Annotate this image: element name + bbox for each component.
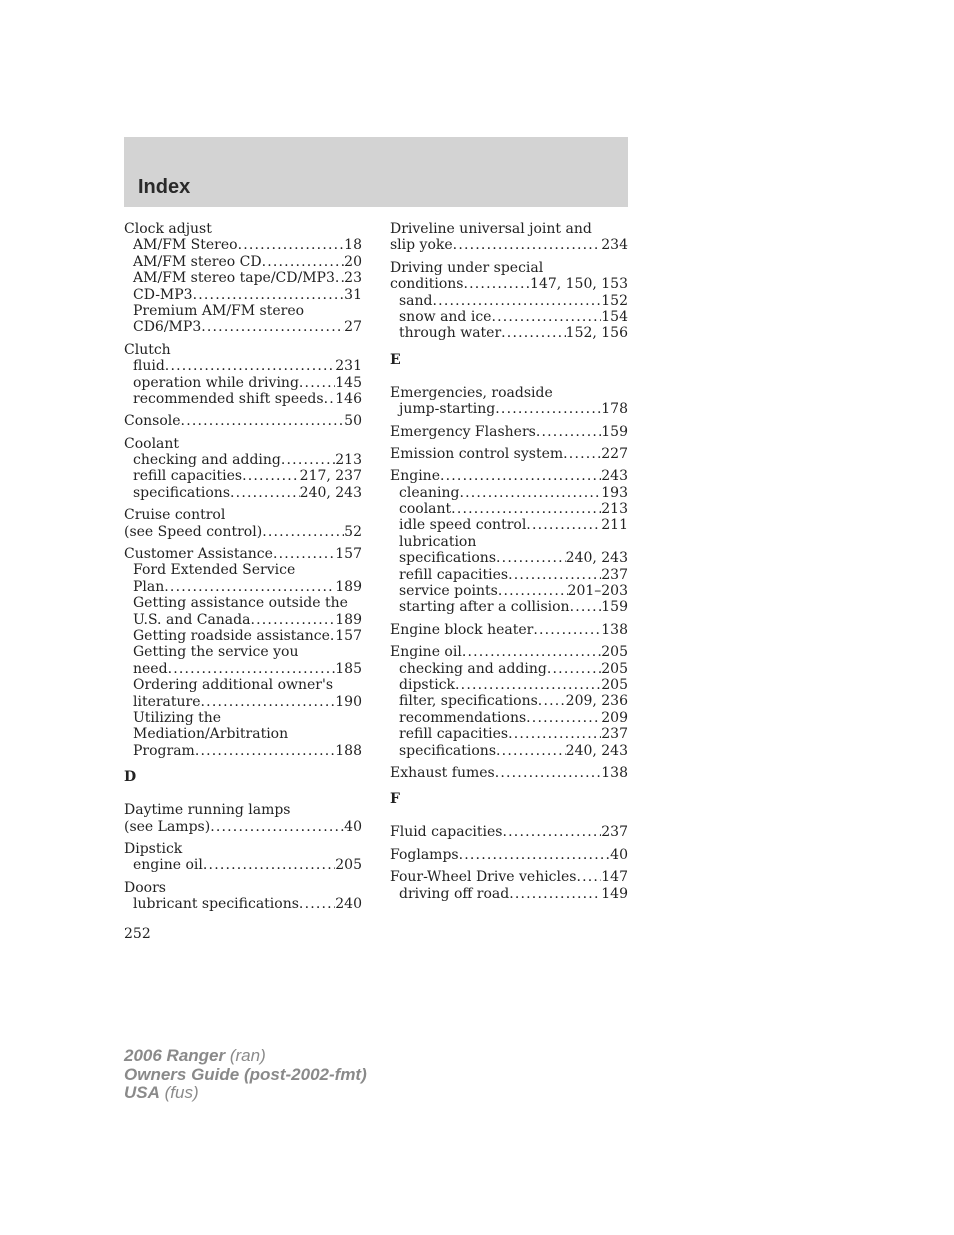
page-ref: 147, 150, 153 — [530, 276, 628, 293]
index-entry — [390, 424, 628, 440]
dot-leader — [299, 896, 335, 912]
index-entry-line — [390, 824, 628, 840]
index-entry — [390, 446, 628, 462]
footer-line-2: Owners Guide (post-2002-fmt) — [124, 1064, 367, 1084]
entry-text: Plan — [133, 578, 165, 595]
dot-leader — [195, 743, 335, 759]
dot-leader — [576, 869, 601, 885]
index-subentry-line — [390, 485, 628, 501]
page-ref: 149 — [601, 885, 628, 902]
index-entry-line — [124, 221, 362, 237]
index-subentry-line — [390, 501, 628, 517]
index-entry — [124, 342, 362, 408]
header-band — [124, 137, 628, 207]
page-ref: 240, 243 — [565, 550, 628, 567]
dot-leader — [203, 857, 335, 873]
page-ref: 40 — [610, 846, 628, 863]
dot-leader — [538, 693, 566, 709]
page-ref: 217, 237 — [299, 468, 362, 485]
index-subentry-line — [390, 726, 628, 742]
page-ref: 178 — [601, 401, 628, 418]
index-subentry-line — [124, 254, 362, 270]
index-subentry-line — [390, 677, 628, 693]
dot-leader — [164, 579, 335, 595]
page-ref: 159 — [601, 423, 628, 440]
entry-text: idle speed control — [399, 517, 527, 534]
entry-text: jump-starting — [399, 401, 496, 418]
index-subentry-line — [390, 567, 628, 583]
entry-text: operation while driving — [133, 374, 299, 391]
index-subentry-line — [124, 896, 362, 912]
entry-text: AM/FM stereo CD — [133, 253, 262, 270]
index-subentry-line — [390, 517, 628, 533]
dot-leader — [570, 599, 602, 615]
entry-text: service points — [399, 583, 498, 600]
entry-text: CD6/MP3 — [133, 319, 202, 336]
index-entry-line — [124, 507, 362, 523]
index-entry — [124, 221, 362, 336]
index-subentry-line — [124, 375, 362, 391]
entry-text: Emission control system — [390, 445, 564, 462]
page-ref: 205 — [601, 644, 628, 661]
dot-leader — [335, 270, 344, 286]
entry-text: Ordering additional owner's — [133, 677, 334, 694]
index-entry-line — [124, 546, 362, 562]
index-entry-line — [390, 260, 628, 276]
index-entry-line — [390, 446, 628, 462]
dot-leader — [273, 546, 335, 562]
page-ref: 234 — [601, 237, 628, 254]
dot-leader — [193, 287, 345, 303]
index-entry — [390, 622, 628, 638]
page-ref: 213 — [601, 501, 628, 518]
index-subentry-line — [124, 452, 362, 468]
entry-text: lubricant specifications — [133, 896, 299, 913]
page-ref: 40 — [344, 818, 362, 835]
entry-text: Exhaust fumes — [390, 764, 495, 781]
dot-leader — [281, 452, 335, 468]
page-ref: 157 — [335, 546, 362, 563]
index-subentry-line — [124, 358, 362, 374]
section-letter: D — [124, 769, 137, 786]
entry-text: Daytime running lamps — [124, 802, 291, 819]
page-ref: 189 — [335, 578, 362, 595]
index-entry-line — [124, 802, 362, 818]
entry-text: Ford Extended Service — [133, 562, 296, 579]
index-entry-line — [390, 276, 628, 292]
index-subentry-line — [390, 886, 628, 902]
page-ref: 237 — [601, 726, 628, 743]
index-subentry-line — [124, 726, 362, 742]
entry-text: filter, specifications — [399, 693, 538, 710]
entry-text: Dipstick — [124, 840, 183, 857]
index-entry — [124, 436, 362, 502]
dot-leader — [168, 661, 336, 677]
index-subentry-line — [124, 562, 362, 578]
entry-text: fluid — [133, 358, 165, 375]
index-entry — [390, 847, 628, 863]
entry-text: AM/FM stereo tape/CD/MP3 — [133, 270, 335, 287]
index-entry — [390, 644, 628, 759]
index-entry — [124, 546, 362, 759]
page-ref: 23 — [344, 270, 362, 287]
index-column-left — [124, 221, 362, 918]
page-ref: 188 — [335, 742, 362, 759]
page-ref: 240 — [335, 896, 362, 913]
dot-leader — [495, 765, 602, 781]
page-ref: 193 — [601, 484, 628, 501]
index-entry-line — [390, 847, 628, 863]
dot-leader — [491, 309, 601, 325]
index-entry — [390, 824, 628, 840]
entry-text: Premium AM/FM stereo — [133, 302, 305, 319]
footer — [124, 1047, 367, 1103]
dot-leader — [210, 819, 344, 835]
index-subentry-line — [124, 237, 362, 253]
dot-leader — [508, 726, 601, 742]
index-column-right — [390, 221, 628, 908]
dot-leader — [496, 550, 566, 566]
entry-text: need — [133, 660, 168, 677]
dot-leader — [230, 485, 300, 501]
entry-text: Foglamps — [390, 846, 459, 863]
index-entry-line — [390, 644, 628, 660]
page-ref: 154 — [601, 308, 628, 325]
page-ref: 231 — [335, 358, 362, 375]
entry-text: refill capacities — [133, 468, 243, 485]
index-subentry-line — [124, 644, 362, 660]
index-subentry-line — [124, 628, 362, 644]
index-entry-line — [390, 237, 628, 253]
entry-text: Program — [133, 742, 195, 759]
page-ref: 227 — [601, 445, 628, 462]
entry-text: conditions — [390, 276, 464, 293]
entry-text: checking and adding — [399, 660, 547, 677]
page-ref: 50 — [344, 413, 362, 430]
index-subentry-line — [390, 583, 628, 599]
entry-text: Getting assistance outside the — [133, 595, 348, 612]
index-entry — [124, 841, 362, 874]
page-ref: 31 — [344, 286, 362, 303]
page-ref: 205 — [335, 857, 362, 874]
page-ref: 189 — [335, 611, 362, 628]
dot-leader — [433, 293, 602, 309]
dot-leader — [299, 375, 335, 391]
index-subentry-line — [124, 661, 362, 677]
index-entry-line — [124, 841, 362, 857]
index-entry — [390, 765, 628, 781]
dot-leader — [496, 743, 566, 759]
page-ref: 237 — [601, 566, 628, 583]
index-subentry-line — [390, 401, 628, 417]
index-subentry-line — [390, 710, 628, 726]
entry-text: cleaning — [399, 484, 460, 501]
index-entry — [124, 413, 362, 429]
entry-text: lubrication — [399, 533, 477, 550]
index-subentry-line — [390, 293, 628, 309]
page-ref: 138 — [601, 621, 628, 638]
page-ref: 190 — [335, 693, 362, 710]
dot-leader — [451, 501, 601, 517]
index-subentry-line — [124, 595, 362, 611]
index-entry — [390, 385, 628, 418]
page-ref: 157 — [335, 627, 362, 644]
entry-text: CD-MP3 — [133, 286, 193, 303]
index-subentry-line — [124, 677, 362, 693]
index-subentry-line — [124, 468, 362, 484]
dot-leader — [262, 524, 344, 540]
entry-text: Driving under special — [390, 259, 544, 276]
entry-text: through water — [399, 325, 502, 342]
dot-leader — [547, 661, 601, 677]
entry-text: starting after a collision — [399, 599, 570, 616]
page-ref: 145 — [335, 374, 362, 391]
page-ref: 240, 243 — [565, 742, 628, 759]
dot-leader — [453, 237, 602, 253]
entry-text: Clutch — [124, 341, 171, 358]
entry-text: AM/FM Stereo — [133, 237, 238, 254]
entry-text: (see Speed control) — [124, 523, 263, 540]
section-letter: E — [390, 351, 401, 368]
entry-text: recommended shift speeds — [133, 390, 324, 407]
dot-leader — [440, 468, 601, 484]
index-subentry-line — [124, 694, 362, 710]
index-entry — [124, 507, 362, 540]
dot-leader — [463, 276, 530, 292]
dot-leader — [563, 446, 601, 462]
page-ref: 205 — [601, 676, 628, 693]
entry-text: engine oil — [133, 857, 203, 874]
page-ref: 211 — [601, 517, 628, 534]
page-ref: 18 — [344, 237, 362, 254]
footer-line-1: 2006 Ranger (ran) — [124, 1046, 266, 1065]
page-ref: 237 — [601, 824, 628, 841]
entry-text: recommendations — [399, 709, 527, 726]
entry-text: Console — [124, 413, 181, 430]
entry-text: literature — [133, 693, 201, 710]
index-entry-line — [390, 424, 628, 440]
dot-leader — [498, 583, 568, 599]
dot-leader — [201, 694, 336, 710]
index-subentry-line — [390, 599, 628, 615]
index-entry — [124, 880, 362, 913]
index-subentry-line — [124, 485, 362, 501]
index-subentry-line — [124, 710, 362, 726]
entry-text: (see Lamps) — [124, 818, 211, 835]
page-ref: 240, 243 — [299, 484, 362, 501]
page-ref: 152 — [601, 292, 628, 309]
entry-text: Engine oil — [390, 644, 462, 661]
dot-leader — [181, 413, 345, 429]
index-entry — [390, 260, 628, 342]
dot-leader — [533, 622, 601, 638]
index-subentry-line — [124, 287, 362, 303]
page-ref: 201–203 — [567, 583, 628, 600]
page-title: Index — [138, 176, 191, 198]
index-subentry-line — [124, 743, 362, 759]
entry-text: specifications — [399, 742, 497, 759]
entry-text: specifications — [133, 484, 231, 501]
footer-line-3: USA (fus) — [124, 1083, 199, 1102]
dot-leader — [324, 391, 336, 407]
index-entry-line — [124, 342, 362, 358]
entry-text: Emergency Flashers — [390, 423, 536, 440]
page-ref: 209, 236 — [565, 693, 628, 710]
entry-text: checking and adding — [133, 452, 281, 469]
dot-leader — [509, 886, 601, 902]
section-letter: F — [390, 791, 400, 808]
index-entry-line — [390, 622, 628, 638]
entry-text: driving off road — [399, 885, 510, 902]
page-ref: 20 — [344, 253, 362, 270]
dot-leader — [165, 358, 335, 374]
entry-text: Getting the service you — [133, 644, 299, 661]
page-ref: 152, 156 — [565, 325, 628, 342]
index-entry-line — [124, 436, 362, 452]
index-subentry-line — [124, 612, 362, 628]
dot-leader — [526, 710, 601, 726]
entry-text: Customer Assistance — [124, 546, 273, 563]
index-entry-line — [390, 869, 628, 885]
page-ref: 243 — [601, 468, 628, 485]
entry-text: Mediation/Arbitration — [133, 726, 289, 743]
page-ref: 213 — [335, 452, 362, 469]
dot-leader — [526, 517, 601, 533]
index-entry — [390, 468, 628, 616]
index-subentry-line — [124, 303, 362, 319]
entry-text: refill capacities — [399, 566, 509, 583]
index-subentry-line — [390, 534, 628, 550]
entry-text: snow and ice — [399, 308, 492, 325]
entry-text: sand — [399, 292, 433, 309]
dot-leader — [250, 612, 335, 628]
entry-text: dipstick — [399, 676, 456, 693]
index-entry-line — [124, 413, 362, 429]
index-subentry-line — [390, 325, 628, 341]
entry-text: Getting roadside assistance — [133, 627, 330, 644]
entry-text: Utilizing the — [133, 709, 222, 726]
index-entry — [390, 869, 628, 902]
entry-text: U.S. and Canada — [133, 611, 251, 628]
index-entry — [124, 802, 362, 835]
page-ref: 159 — [601, 599, 628, 616]
entry-text: Driveline universal joint and — [390, 221, 592, 237]
index-subentry-line — [124, 270, 362, 286]
dot-leader — [459, 847, 611, 863]
dot-leader — [501, 325, 566, 341]
dot-leader — [459, 485, 601, 501]
index-subentry-line — [124, 391, 362, 407]
index-entry-line — [390, 468, 628, 484]
dot-leader — [455, 677, 601, 693]
index-subentry-line — [124, 579, 362, 595]
entry-text: specifications — [399, 550, 497, 567]
entry-text: coolant — [399, 501, 452, 518]
dot-leader — [242, 468, 300, 484]
entry-text: Coolant — [124, 435, 180, 452]
page-ref: 209 — [601, 709, 628, 726]
index-subentry-line — [124, 857, 362, 873]
index-entry-line — [390, 385, 628, 401]
entry-text: Fluid capacities — [390, 824, 503, 841]
dot-leader — [536, 424, 601, 440]
entry-text: refill capacities — [399, 726, 509, 743]
index-subentry-line — [390, 693, 628, 709]
dot-leader — [238, 237, 345, 253]
index-subentry-line — [390, 309, 628, 325]
entry-text: Cruise control — [124, 507, 226, 524]
page-ref: 185 — [335, 660, 362, 677]
index-entry-line — [124, 880, 362, 896]
entry-text: Doors — [124, 879, 166, 896]
page-number: 252 — [124, 926, 151, 942]
page-ref: 27 — [344, 319, 362, 336]
dot-leader — [508, 567, 601, 583]
entry-text: Emergencies, roadside — [390, 384, 553, 401]
index-entry-line — [124, 819, 362, 835]
index-subentry-line — [124, 319, 362, 335]
dot-leader — [503, 824, 602, 840]
index-subentry-line — [390, 661, 628, 677]
entry-text: Engine block heater — [390, 621, 534, 638]
page-ref: 147 — [601, 869, 628, 886]
page-ref: 52 — [344, 523, 362, 540]
page-ref: 146 — [335, 390, 362, 407]
dot-leader — [462, 644, 601, 660]
entry-text: slip yoke — [390, 237, 453, 254]
entry-text: Clock adjust — [124, 221, 212, 237]
dot-leader — [201, 319, 344, 335]
entry-text: Four-Wheel Drive vehicles — [390, 869, 577, 886]
entry-text: Engine — [390, 468, 440, 485]
page-ref: 205 — [601, 660, 628, 677]
index-subentry-line — [390, 550, 628, 566]
index-entry-line — [390, 221, 628, 237]
dot-leader — [495, 401, 601, 417]
index-entry-line — [390, 765, 628, 781]
dot-leader — [262, 254, 345, 270]
page-ref: 138 — [601, 764, 628, 781]
index-entry — [390, 221, 628, 254]
index-subentry-line — [390, 743, 628, 759]
index-entry-line — [124, 524, 362, 540]
